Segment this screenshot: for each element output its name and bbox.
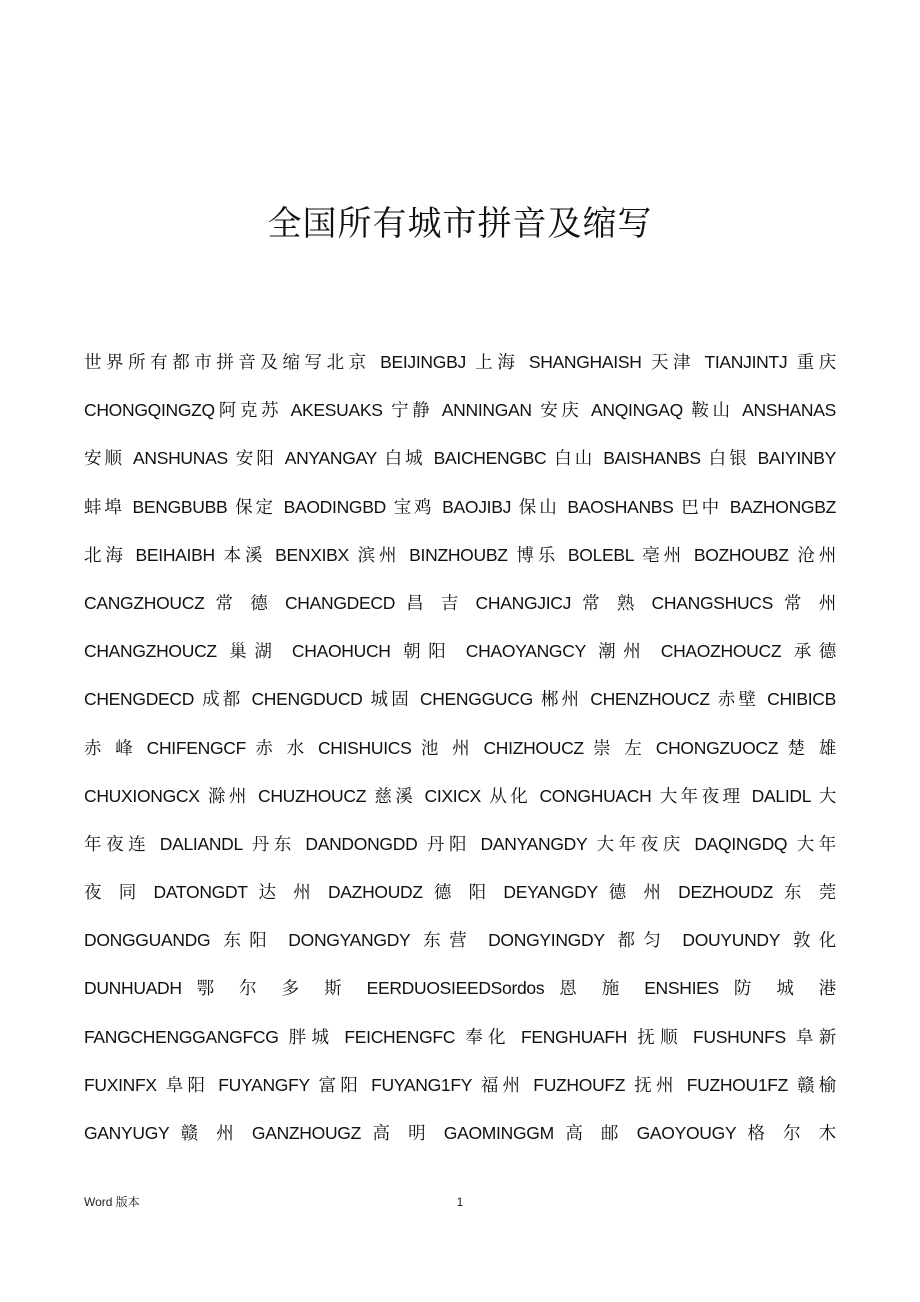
body-line: FANGCHENGGANGFCG 胖城 FEICHENGFC 奉化 FENGHUAFH 抚顺 FUSHUNFS 阜新 <box>84 1026 836 1047</box>
body-line: FUXINFX 阜阳 FUYANGFY 富阳 FUYANG1FY 福州 FUZHOUFZ 抚州 FUZHOU1FZ 赣榆 <box>84 1074 836 1095</box>
page-number: 1 <box>456 1195 464 1209</box>
body-line: 年夜连 DALIANDL 丹东 DANDONGDD 丹阳 DANYANGDY 大年夜庆 DAQINGDQ 大年 <box>84 833 836 854</box>
body-line: CHUXIONGCX 滁州 CHUZHOUCZ 慈溪 CIXICX 从化 CONGHUACH 大年夜理 DALIDL 大 <box>84 785 836 806</box>
body-line: GANYUGY 赣 州 GANZHOUGZ 高 明 GAOMINGGM 高 邮 GAOYOUGY 格 尔 木 <box>84 1123 836 1143</box>
body-line: 蚌埠 BENGBUBB 保定 BAODINGBD 宝鸡 BAOJIBJ 保山 BAOSHANBS 巴中 BAZHONGBZ <box>84 496 836 517</box>
page-title: 全国所有城市拼音及缩写 <box>267 204 653 244</box>
body-line: CANGZHOUCZ 常 德 CHANGDECD 昌 吉 CHANGJICJ 常 熟 CHANGSHUCS 常 州 <box>84 592 836 613</box>
document-body <box>84 338 836 1157</box>
body-line: 北海 BEIHAIBH 本溪 BENXIBX 滨州 BINZHOUBZ 博乐 BOLEBL 亳州 BOZHOUBZ 沧州 <box>84 544 836 565</box>
body-line: 夜 同 DATONGDT 达 州 DAZHOUDZ 德 阳 DEYANGDY 德 州 DEZHOUDZ 东 莞 <box>84 882 836 903</box>
body-line: 世界所有都市拼音及缩写北京 BEIJINGBJ 上海 SHANGHAISH 天津 TIANJINTJ 重庆 <box>84 352 836 372</box>
body-line: DUNHUADH 鄂 尔 多 斯 EERDUOSIEEDSordos 恩 施 ENSHIES 防 城 港 <box>84 978 836 999</box>
body-line: CHENGDECD 成都 CHENGDUCD 城固 CHENGGUCG 郴州 CHENZHOUCZ 赤壁 CHIBICB <box>84 689 836 710</box>
body-line: 赤 峰 CHIFENGCF 赤 水 CHISHUICS 池 州 CHIZHOUCZ 崇 左 CHONGZUOCZ 楚 雄 <box>84 737 836 758</box>
body-line: CHANGZHOUCZ 巢湖 CHAOHUCH 朝阳 CHAOYANGCY 潮州 CHAOZHOUCZ 承德 <box>84 641 836 662</box>
body-line: DONGGUANDG 东阳 DONGYANGDY 东营 DONGYINGDY 都匀 DOUYUNDY 敦化 <box>84 930 836 951</box>
footer-label: Word 版本 <box>84 1195 140 1209</box>
body-line: 安顺 ANSHUNAS 安阳 ANYANGAY 白城 BAICHENGBC 白山 BAISHANBS 白银 BAIYINBY <box>84 448 836 469</box>
body-line: CHONGQINGZQ阿克苏 AKESUAKS 宁静 ANNINGAN 安庆 ANQINGAQ 鞍山 ANSHANAS <box>84 400 836 421</box>
